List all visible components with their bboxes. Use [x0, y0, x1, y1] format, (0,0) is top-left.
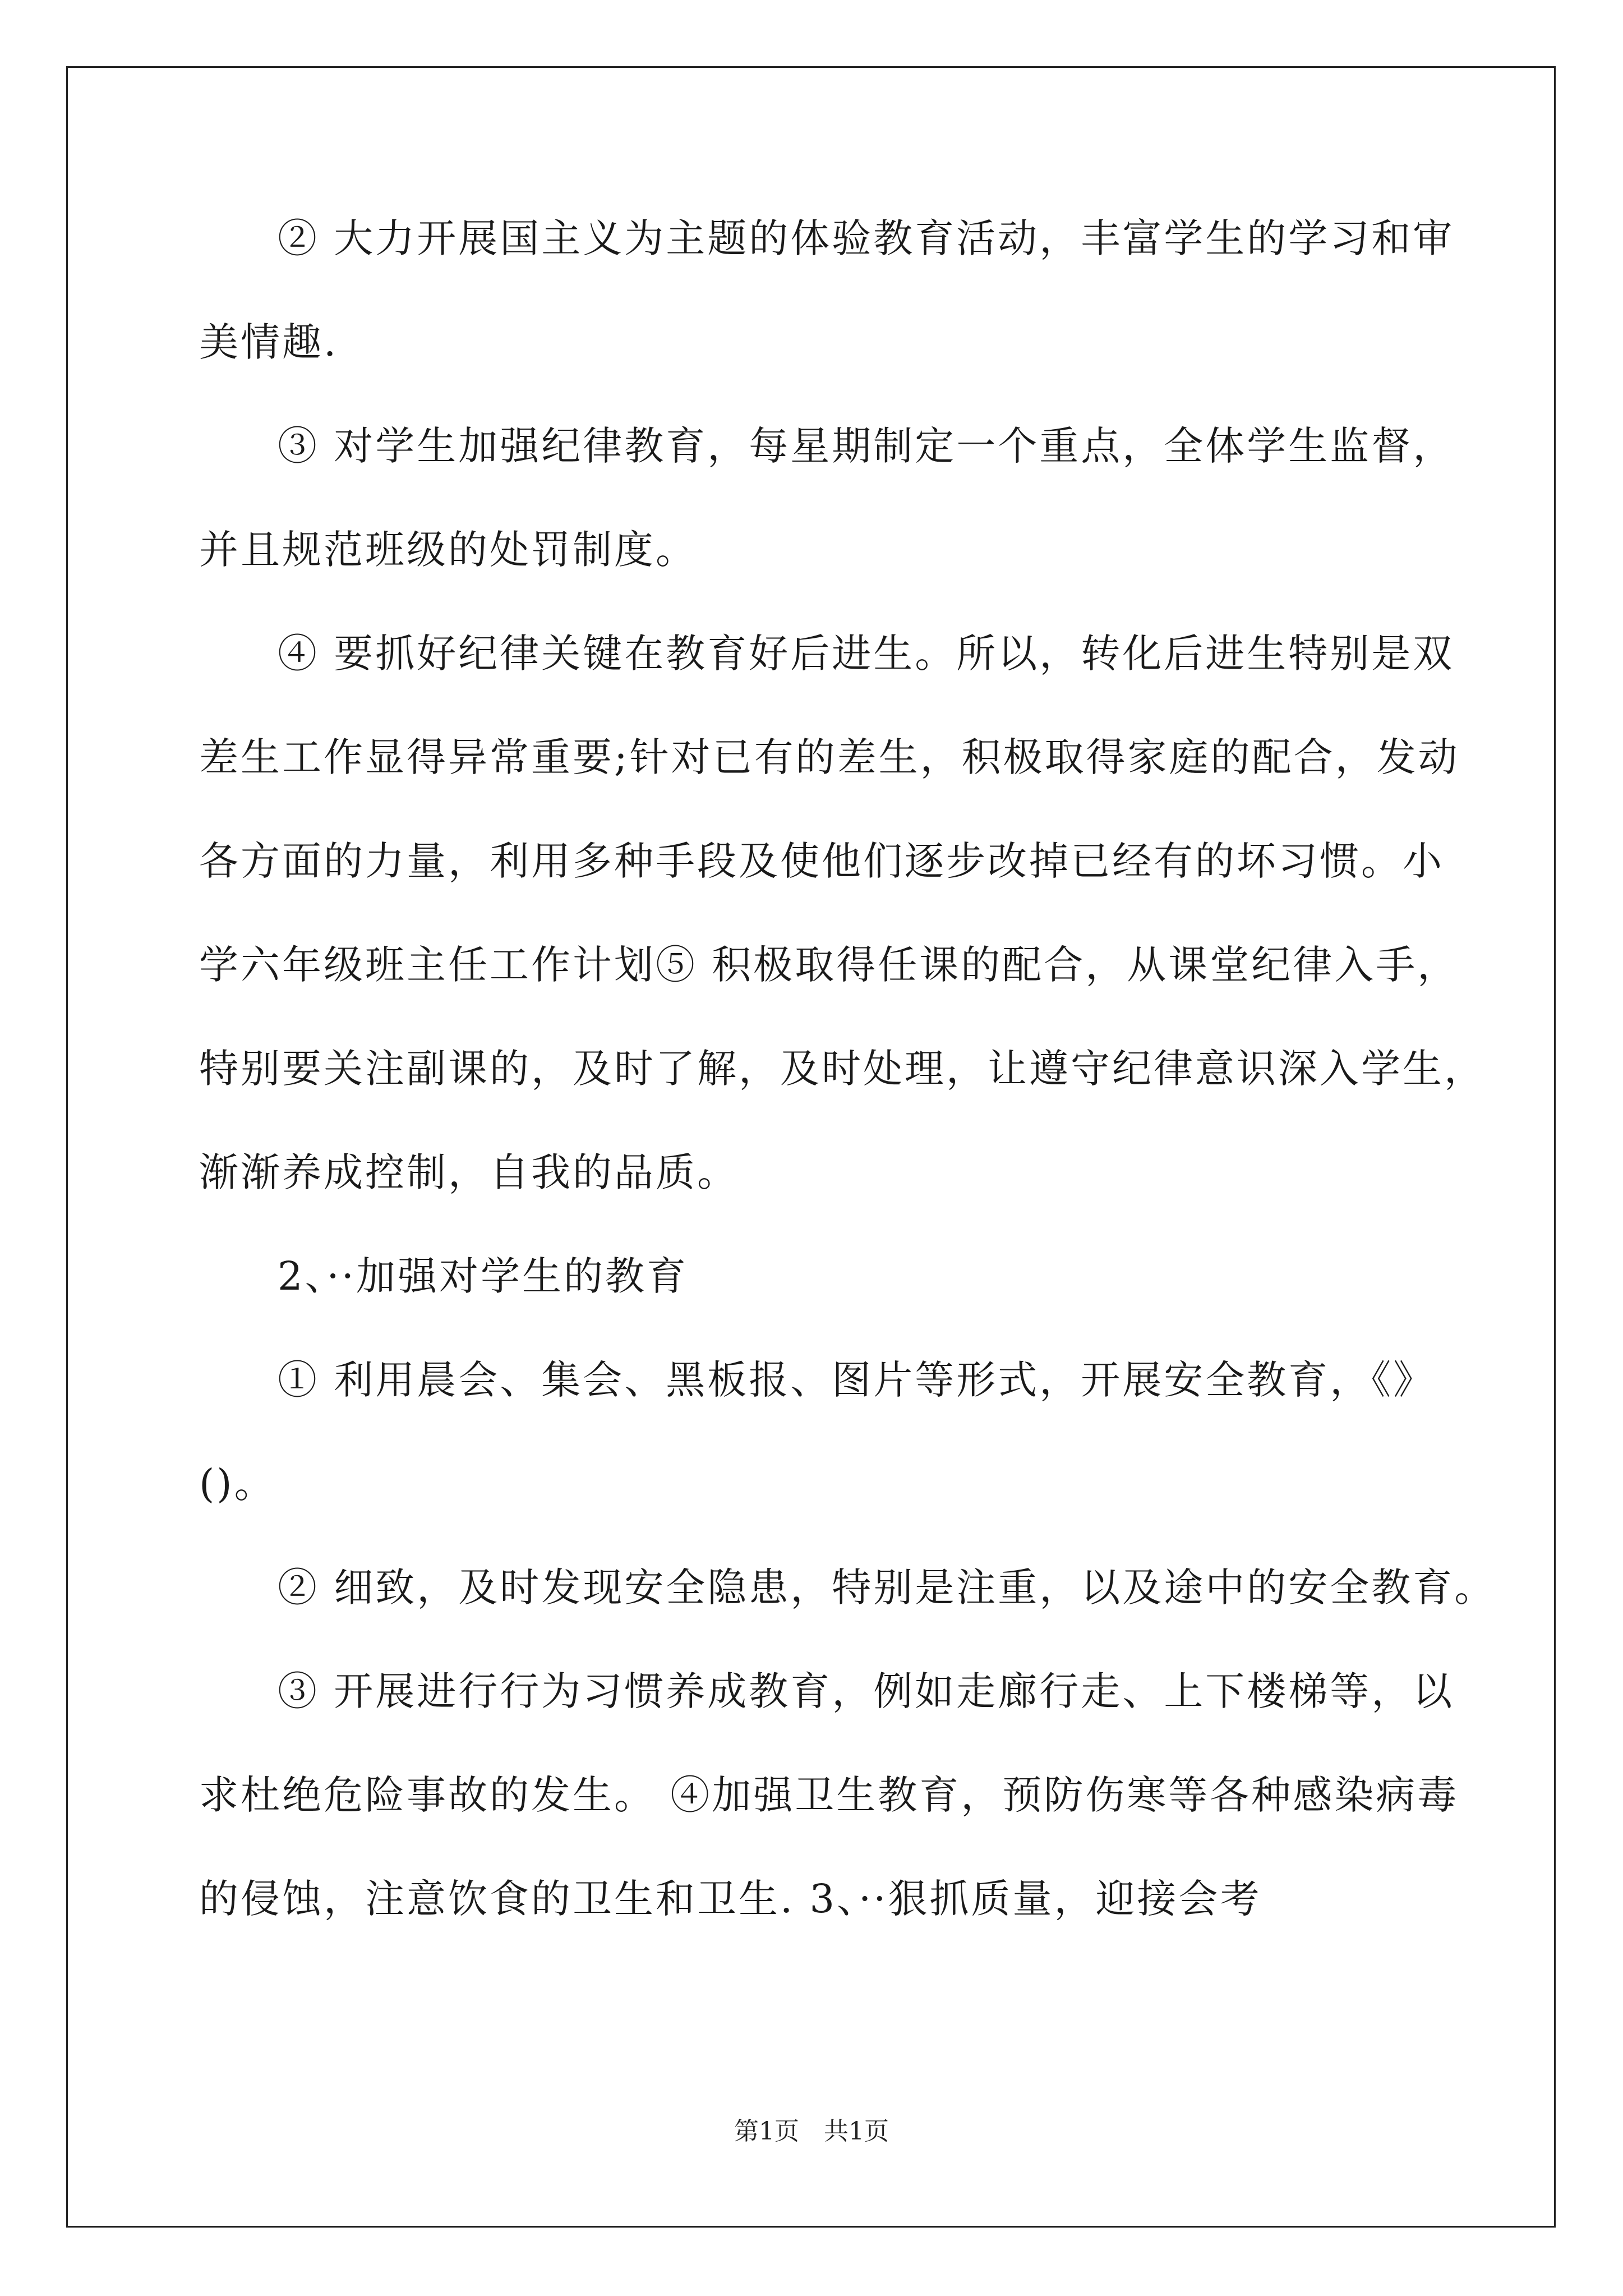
text-line: 求杜绝危险事故的发生。 ④加强卫生教育，预防伤寒等各种感染病毒 — [199, 1772, 1459, 1818]
text-line: ① 利用晨会、集会、黑板报、图片等形式，开展安全教育，《》 — [278, 1357, 1435, 1403]
section-heading: 2、··加强对学生的教育 — [278, 1253, 689, 1299]
page-footer: 第1页 共1页 — [734, 2117, 889, 2146]
text-line: 美情趣. — [199, 319, 339, 365]
text-line: ② 大力开展国主义为主题的体验教育活动，丰富学生的学习和审 — [278, 215, 1455, 261]
text-line: 并且规范班级的处罚制度。 — [199, 527, 697, 573]
text-line: ④ 要抓好纪律关键在教育好后进生。所以，转化后进生特别是双 — [278, 631, 1455, 677]
text-line: 渐渐养成控制，自我的品质。 — [199, 1149, 739, 1195]
text-line: 的侵蚀，注意饮食的卫生和卫生. 3、··狠抓质量，迎接会考 — [199, 1876, 1262, 1922]
text-line: ()。 — [199, 1461, 276, 1507]
text-line: 特别要关注副课的，及时了解，及时处理，让遵守纪律意识深入学生， — [199, 1046, 1486, 1092]
text-line: 各方面的力量，利用多种手段及使他们逐步改掉已经有的坏习惯。小 — [199, 838, 1444, 884]
text-line: ② 细致，及时发现安全隐患，特别是注重，以及途中的安全教育。 — [278, 1565, 1496, 1611]
text-line: ③ 开展进行行为习惯养成教育，例如走廊行走、上下楼梯等，以 — [278, 1668, 1455, 1714]
text-line: ③ 对学生加强纪律教育，每星期制定一个重点，全体学生监督， — [278, 423, 1455, 469]
text-line: 差生工作显得异常重要;针对已有的差生，积极取得家庭的配合，发动 — [199, 734, 1460, 780]
text-line: 学六年级班主任工作计划⑤ 积极取得任课的配合，从课堂纪律入手， — [199, 942, 1459, 988]
